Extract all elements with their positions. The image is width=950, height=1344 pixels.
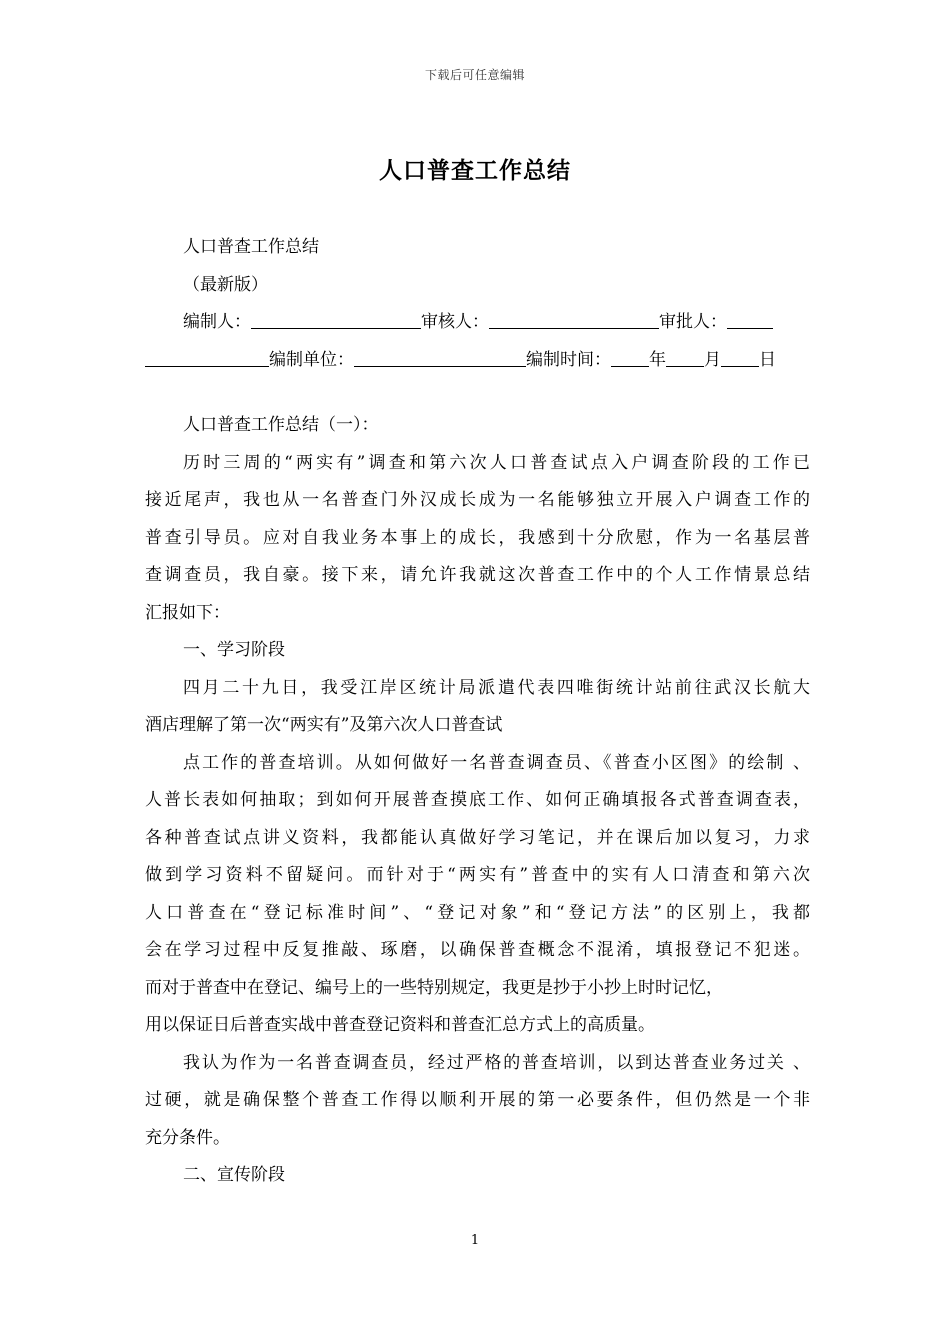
editor-label: 编制人： [183,312,251,332]
paragraph-line: 接近尾声，我也从一名普查门外汉成长成为一名能够独立开展入户调查工作的 [145,490,810,510]
paragraph-line: 我认为作为一名普查调查员，经过严格的普查培训，以到达普查业务过关 、 [183,1052,810,1073]
paragraph-line: 酒店理解了第一次“两实有”及第六次人口普查试 [145,715,503,735]
version-label: （最新版） [183,274,268,295]
paragraph-line: 查调查员，我自豪。接下来，请允许我就这次普查工作中的个人工作情景总结 [145,565,810,585]
signature-row-2 [145,342,810,380]
paragraph-line: 会在学习过程中反复推敲、琢磨，以确保普查概念不混淆，填报登记不犯迷。 [145,940,810,960]
paragraph-line: 各种普查试点讲义资料，我都能认真做好学习笔记，并在课后加以复习，力求 [145,827,810,848]
paragraph-line: 四月二十九日，我受江岸区统计局派遣代表四唯街统计站前往武汉长航大 [183,677,810,698]
page-number: 1 [470,1233,480,1248]
paragraph-line: 点工作的普查培训。从如何做好一名普查调查员、《普查小区图》的绘制 、 [183,752,810,773]
paragraph-line: 用以保证日后普查实战中普查登记资料和普查汇总方式上的高质量。 [145,1015,655,1035]
document-body [145,229,810,1195]
day-label: 日 [759,349,776,370]
heading-study-stage: 一、学习阶段 [183,640,285,660]
reviewer-blank[interactable] [489,310,659,329]
approver-blank[interactable] [727,310,773,329]
paragraph-line: 充分条件。 [145,1127,230,1148]
editor-blank[interactable] [251,310,421,329]
header-note: 下载后可任意编辑 [424,68,525,82]
paragraph-line: 做到学习资料不留疑问。而针对于“两实有”普查中的实有人口清查和第六次 [145,865,810,885]
spacer [145,379,810,407]
signature-row-1 [145,304,810,342]
paragraph-line: 普查引导员。应对自我业务本事上的成长，我感到十分欣慰，作为一名基层普 [145,527,810,548]
reviewer-label: 审核人： [421,312,489,332]
unit-blank[interactable] [354,348,526,367]
heading-publicity-stage: 二、宣传阶段 [183,1165,285,1185]
paragraph-line: 而对于普查中在登记、编号上的一些特别规定，我更是抄于小抄上时时记忆， [145,977,723,998]
document-title: 人口普查工作总结 [379,157,571,184]
section-heading: 人口普查工作总结（一）： [183,415,379,435]
month-label: 月 [704,349,721,370]
approver-blank-continued[interactable] [145,348,269,367]
approver-label: 审批人： [659,312,727,332]
paragraph-line: 人普长表如何抽取；到如何开展普查摸底工作、如何正确填报各式普查调查表， [145,790,810,810]
paragraph-line: 过硬，就是确保整个普查工作得以顺利开展的第一必要条件，但仍然是一个非 [145,1090,810,1110]
day-blank[interactable] [721,348,759,367]
subtitle: 人口普查工作总结 [183,237,319,257]
paragraph-line: 历时三周的“两实有”调查和第六次人口普查试点入户调查阶段的工作已 [183,452,810,473]
unit-label: 编制单位： [269,349,354,370]
paragraph-line: 人口普查在“登记标准时间”、“登记对象”和“登记方法”的区别上，我都 [145,902,810,923]
year-blank[interactable] [611,348,649,367]
year-label: 年 [649,349,666,370]
time-label: 编制时间： [526,349,611,370]
month-blank[interactable] [666,348,704,367]
paragraph-line: 汇报如下： [145,602,230,623]
